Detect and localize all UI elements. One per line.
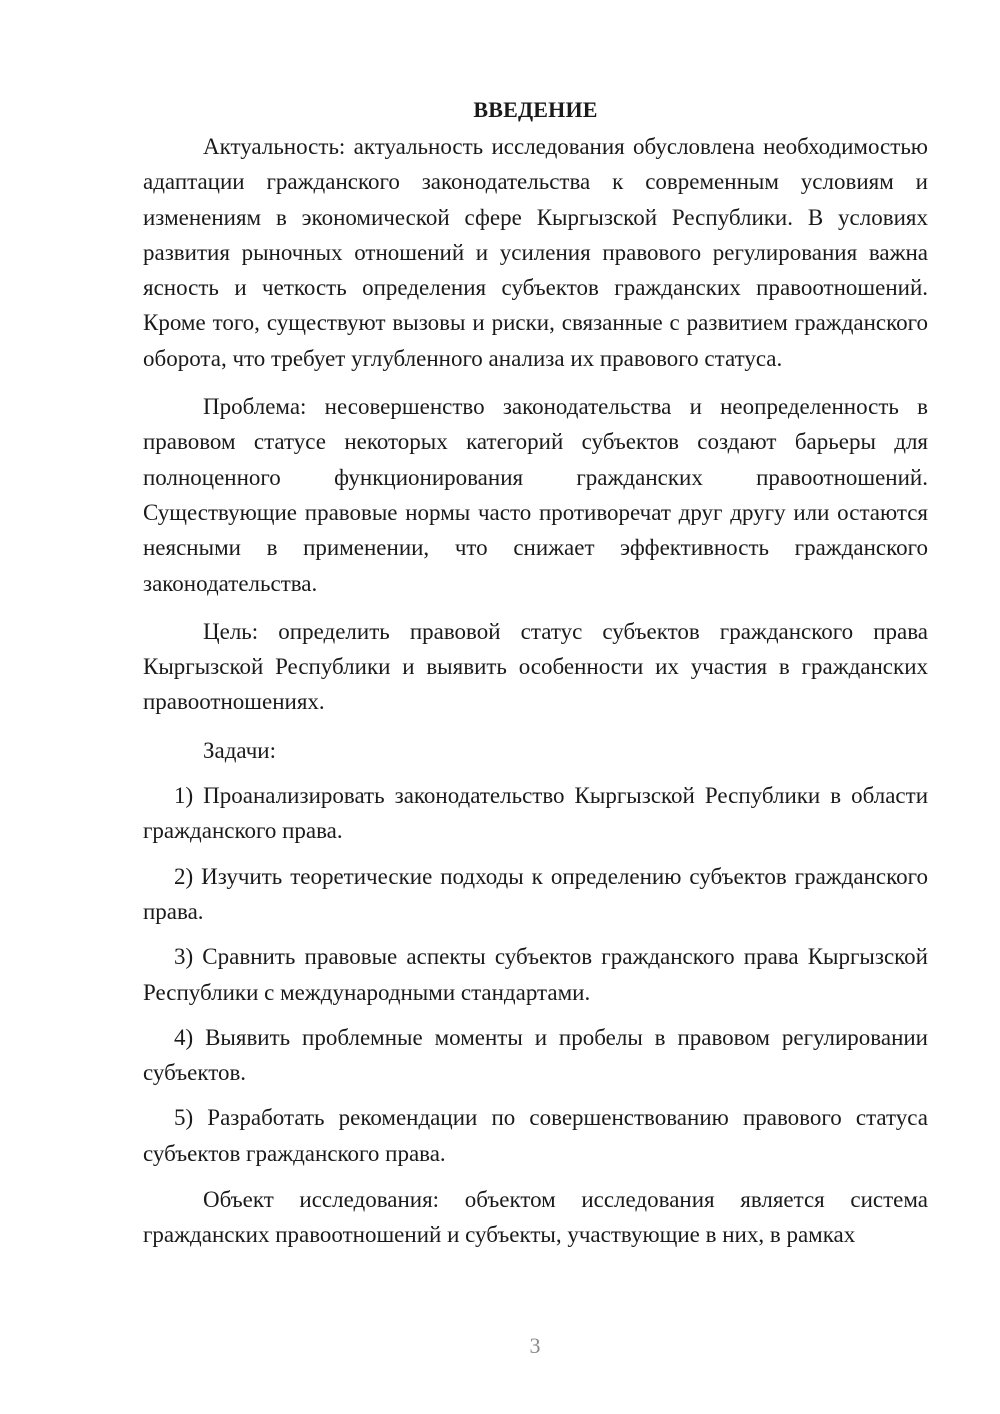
section-title: ВВЕДЕНИЕ xyxy=(473,97,598,122)
task-item-2: 2) Изучить теоретические подходы к определению субъектов гражданского права. xyxy=(143,863,928,924)
task-item-5: 5) Разработать рекомендации по совершенствованию правового статуса субъектов гражданского права. xyxy=(143,1105,928,1166)
paragraph-problem: Проблема: несовершенство законодательства и неопределенность в правовом статусе некоторых категорий субъектов создают барьеры для полноценного функционирования гражданских правоотношений. Существующие правовые нормы часто противоречат друг другу или остаются неясными в применении, что снижает эффективность гражданского законодательства. xyxy=(143,394,928,596)
task-item-3: 3) Сравнить правовые аспекты субъектов гражданского права Кыргызской Республики с международными стандартами. xyxy=(143,944,928,1005)
paragraph-goal: Цель: определить правовой статус субъектов гражданского права Кыргызской Республики и выявить особенности их участия в гражданских правоотношениях. xyxy=(143,618,928,715)
task-item-1: 1) Проанализировать законодательство Кыргызской Республики в области гражданского права. xyxy=(143,783,928,844)
task-item-4: 4) Выявить проблемные моменты и пробелы в правовом регулировании субъектов. xyxy=(143,1024,928,1086)
tasks-label: Задачи: xyxy=(203,737,276,763)
paragraph-object: Объект исследования: объектом исследования является система гражданских правоотношений и субъекты, участвующие в них, в рамках xyxy=(143,1187,928,1248)
paragraph-actuality: Актуальность: актуальность исследования обусловлена необходимостью адаптации гражданского законодательства к современным условиям и изменениям в экономической сфере Кыргызской Республики. В условиях развития рыночных отношений и усиления правового регулирования важна ясность и четкость определения субъектов гражданских правоотношений. Кроме того, существуют вызовы и риски, связанные с развитием гражданского оборота, что требует углубленного анализа их правового статуса. xyxy=(143,134,928,371)
page-content xyxy=(143,95,928,1253)
page-number: 3 xyxy=(529,1333,541,1358)
